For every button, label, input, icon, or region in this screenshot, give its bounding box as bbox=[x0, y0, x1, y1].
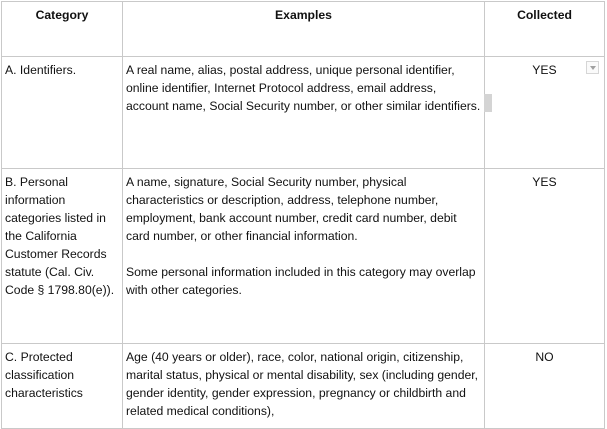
collected-cell[interactable]: YES bbox=[485, 169, 605, 344]
examples-cell: A real name, alias, postal address, unique personal identifier, online identifier, Internet Protocol address, email address, account name, Social Security number, or other similar identifiers. bbox=[123, 57, 485, 169]
table-row bbox=[2, 57, 605, 169]
table-row bbox=[2, 169, 605, 344]
collected-cell[interactable] bbox=[485, 57, 605, 169]
collected-value: YES bbox=[532, 63, 557, 77]
collected-cell[interactable]: NO bbox=[485, 344, 605, 429]
dropdown-arrow-icon[interactable] bbox=[586, 61, 599, 74]
category-cell: A. Identifiers. bbox=[2, 57, 123, 169]
examples-note: Some personal information included in this category may overlap with other categories. bbox=[126, 265, 476, 297]
examples-cell bbox=[123, 169, 485, 344]
table-row bbox=[2, 344, 605, 429]
header-category: Category bbox=[2, 2, 123, 57]
category-cell: C. Protected classification characteristics bbox=[2, 344, 123, 429]
header-collected: Collected bbox=[485, 2, 605, 57]
examples-text: A name, signature, Social Security number, physical characteristics or description, address, telephone number, employment, bank account number, credit card number, debit card number, or other financial information. bbox=[126, 175, 457, 243]
header-row bbox=[2, 2, 605, 57]
scroll-thumb[interactable] bbox=[484, 94, 492, 112]
examples-cell: Age (40 years or older), race, color, national origin, citizenship, marital status, physical or mental disability, sex (including gender, gender identity, gender expression, pregnancy or childbirth and related medical conditions), bbox=[123, 344, 485, 429]
pi-categories-table bbox=[1, 1, 605, 429]
header-examples: Examples bbox=[123, 2, 485, 57]
category-cell: B. Personal information categories listed in the California Customer Records statute (Cal. Civ. Code § 1798.80(e)). bbox=[2, 169, 123, 344]
